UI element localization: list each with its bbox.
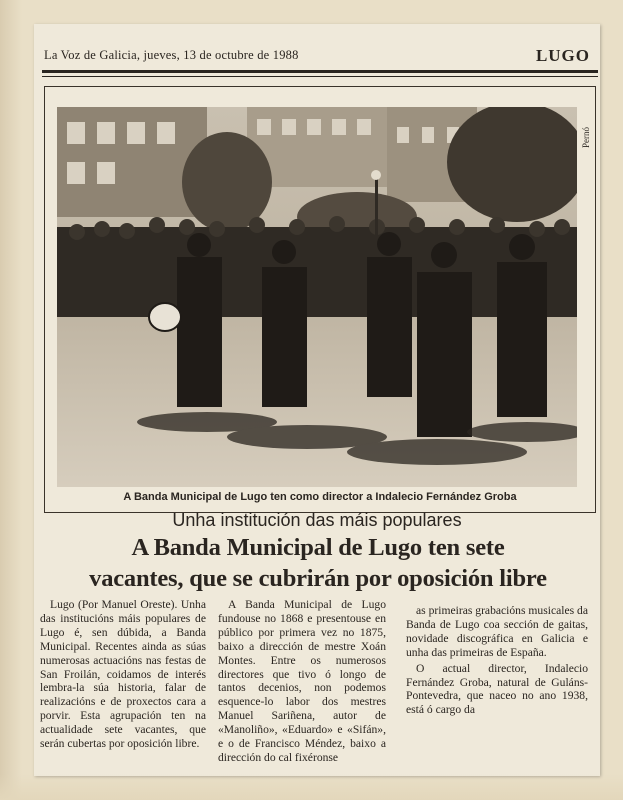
- article-column-1: [40, 598, 206, 751]
- photo-credit: Pernó: [581, 127, 591, 148]
- paragraph: as primeiras grabacións musicales da Banda de Lugo coa sección de gaitas, novidade discográfica en Galicia e unha das primeiras de España.: [406, 604, 588, 659]
- masthead-rule-thin: [42, 76, 598, 77]
- masthead-rule-thick: [42, 70, 598, 73]
- paragraph: O actual director, Indalecio Fernández Groba, natural de Guláns-Pontevedra, que naceo no ano 1938, está ó cargo da: [406, 661, 588, 717]
- headline-line-1: A Banda Municipal de Lugo ten sete: [131, 534, 505, 561]
- section-name: LUGO: [535, 46, 590, 65]
- paragraph: A Banda Municipal de Lugo fundouse no 1868 e presentouse en público por primera vez no 1875, baixo a dirección de mestre Xoán Montes. Entre os numerosos directores que tivo ó longo de tantos decenios, non podemos esquence-lo labor dos mestres Manuel Sariñena, autor de «Manoliño», «Eduardo» e «Sifán», e o de Francisco Méndez, baixo a dirección do cal fixéronse: [218, 598, 386, 764]
- headline-line-2: vacantes, que se cubrirán por oposición libre: [89, 565, 547, 592]
- photo-caption: A Banda Municipal de Lugo ten como director a Indalecio Fernández Groba: [123, 491, 517, 503]
- masthead-date: La Voz de Galicia, jueves, 13 de octubre de 1988: [44, 48, 299, 62]
- binding-edge: [0, 0, 22, 800]
- scan-shadow: [0, 774, 623, 800]
- band-photo-illustration: [57, 107, 577, 487]
- newspaper-clipping: [34, 24, 600, 776]
- masthead: [44, 46, 594, 70]
- article-column-3: [406, 604, 588, 717]
- article-column-2: [218, 598, 386, 765]
- paragraph: Lugo (Por Manuel Oreste). Unha das institucións máis populares de Lugo é, sen dúbida, a Banda Municipal. Recentes ainda as súas numerosas actuacións nas festas de San Froilán, coidamos de interés lembra-la súa historia, falar de realizacións e de proxectos cara a porvir. Esta agrupación ten na actualidade sete vacantes, que serán cubertas por oposición libre.: [40, 598, 206, 751]
- article-kicker: Unha institución das máis populares: [172, 510, 462, 530]
- photo-frame: [44, 86, 596, 513]
- article-body: [40, 598, 596, 773]
- article-headline: [38, 532, 598, 594]
- band-photo: [57, 107, 577, 487]
